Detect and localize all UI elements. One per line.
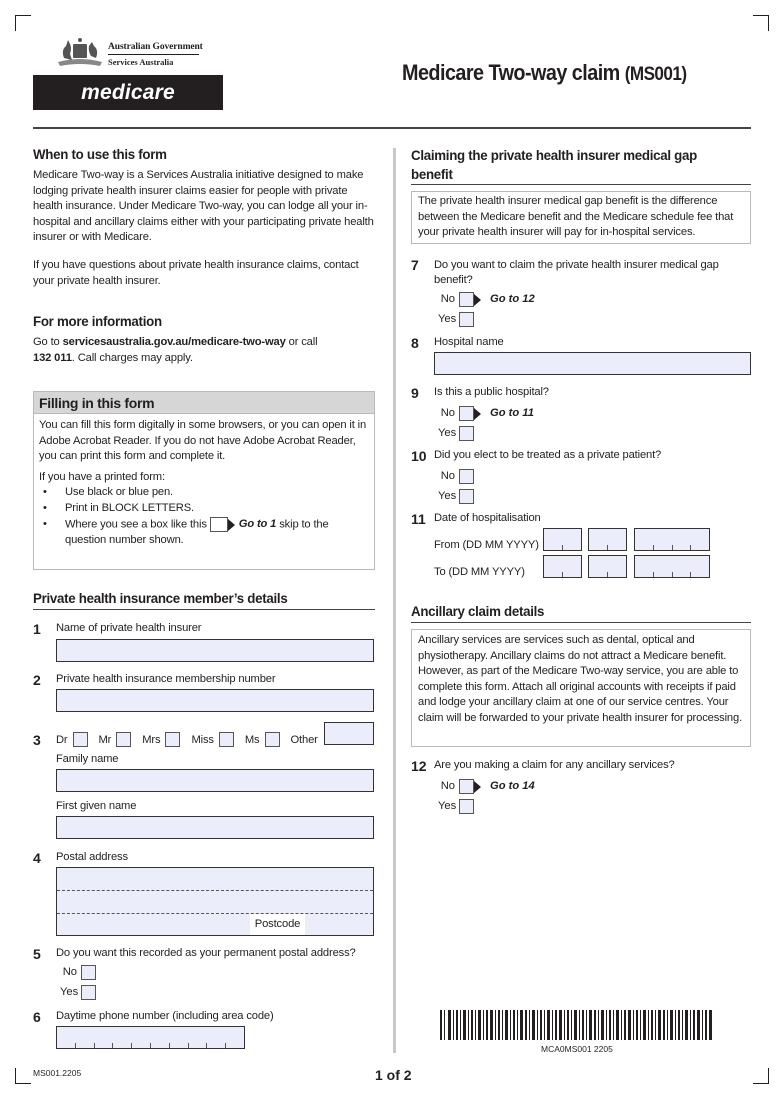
family-name-label: Family name: [56, 753, 119, 765]
first-name-label: First given name: [56, 800, 137, 812]
title-ms-checkbox[interactable]: [265, 732, 280, 747]
membership-number-label: Private health insurance membership number: [56, 673, 276, 685]
hospital-name-input[interactable]: [434, 352, 751, 375]
question-number: 8: [411, 335, 419, 351]
agency-name: Services Australia: [108, 57, 174, 67]
phone-label: Daytime phone number (including area code): [56, 1010, 274, 1022]
goto-instruction: Go to 11: [490, 407, 534, 419]
no-label: No: [440, 407, 455, 419]
question-number: 6: [33, 1009, 41, 1025]
no-label: No: [440, 470, 455, 482]
yes-label: Yes: [60, 986, 79, 998]
public-hospital-no-checkbox[interactable]: [459, 406, 474, 421]
to-year-input[interactable]: [634, 555, 710, 578]
to-date-label: To (DD MM YYYY): [434, 566, 525, 578]
permanent-address-no-checkbox[interactable]: [81, 965, 96, 980]
gap-benefit-question-label: Do you want to claim the private health insurer medical gap benefit?: [434, 259, 719, 286]
crop-mark-bottom-left: [15, 1068, 31, 1084]
no-label: No: [440, 293, 455, 305]
private-patient-no-checkbox[interactable]: [459, 469, 474, 484]
form-code: (MS001): [624, 64, 687, 85]
question-number: 1: [33, 621, 41, 637]
more-info-mid: or call: [285, 336, 318, 348]
digit-ticks: [57, 1043, 244, 1048]
medicare-logo-text: medicare: [81, 80, 175, 104]
filling-in-bullets: [39, 485, 369, 548]
title-ms-label: Ms: [244, 733, 260, 746]
page-number: 1 of 2: [375, 1067, 412, 1083]
member-details-rule: [33, 609, 375, 610]
yes-label: Yes: [438, 313, 457, 325]
from-year-input[interactable]: [634, 528, 710, 551]
phone-number: 132 011: [33, 351, 72, 364]
title-mrs-checkbox[interactable]: [165, 732, 180, 747]
postal-address-input[interactable]: [56, 867, 374, 936]
question-number: 5: [33, 946, 41, 962]
government-name: Australian Government: [108, 42, 203, 52]
crop-mark-top-right: [753, 15, 769, 31]
title-mr-checkbox[interactable]: [116, 732, 131, 747]
filling-in-paragraph-2: If you have a printed form:: [39, 470, 165, 483]
question-number: 12: [411, 758, 427, 774]
question-number: 9: [411, 385, 419, 401]
gap-benefit-yes-checkbox[interactable]: [459, 312, 474, 327]
title-dr-checkbox[interactable]: [73, 732, 88, 747]
ancillary-yes-checkbox[interactable]: [459, 799, 474, 814]
bullet-item: • Print in BLOCK LETTERS.: [39, 501, 369, 517]
bullet-3-prefix: Where you see a box like this: [65, 518, 207, 531]
ancillary-rule: [411, 622, 751, 623]
private-patient-no-option: [440, 466, 474, 486]
filling-in-heading: Filling in this form: [34, 392, 374, 414]
to-day-input[interactable]: [543, 555, 582, 578]
medicare-logo: [33, 75, 223, 110]
private-patient-yes-option: [438, 486, 474, 506]
yes-label: Yes: [438, 490, 457, 502]
more-info-link[interactable]: servicesaustralia.gov.au/medicare-two-way: [62, 336, 286, 348]
gap-benefit-info-box: The private health insurer medical gap benefit is the difference between the Medicare benefit and the Medicare schedule fee that your private health insurer will pay for in-hospital services.: [411, 191, 751, 244]
gap-benefit-rule: [411, 184, 751, 185]
permanent-address-yes-option: [60, 982, 96, 1002]
when-to-use-paragraph-1: Medicare Two-way is a Services Australia initiative designed to make lodging private health insurer claims easier for people with private health insurance. Under Medicare Two-way, you can lodge all your in-hospital and ancillary claims either with your participating private health insurer or with Medicare.: [33, 169, 374, 244]
page-title-text: Medicare Two-way claim: [402, 60, 620, 85]
when-to-use-paragraph-2: If you have questions about private health insurance claims, contact your private health insurer.: [33, 259, 359, 287]
title-other-input[interactable]: [324, 722, 374, 745]
question-number: 4: [33, 850, 41, 866]
government-rule: [108, 54, 199, 55]
goto-instruction: Go to 12: [490, 293, 535, 305]
ancillary-heading: Ancillary claim details: [411, 603, 545, 619]
yes-label: Yes: [438, 800, 457, 812]
question-number: 3: [33, 732, 41, 748]
phone-input[interactable]: [56, 1026, 245, 1049]
title-options: [56, 732, 318, 747]
insurer-name-input[interactable]: [56, 639, 374, 662]
yes-label: Yes: [438, 427, 457, 439]
header-divider: [33, 127, 751, 129]
public-hospital-yes-option: [438, 423, 474, 443]
gap-benefit-no-checkbox[interactable]: [459, 292, 474, 307]
membership-number-input[interactable]: [56, 689, 374, 712]
from-date-label: From (DD MM YYYY): [434, 539, 539, 551]
first-name-input[interactable]: [56, 816, 374, 839]
question-number: 11: [411, 511, 426, 527]
ancillary-no-checkbox[interactable]: [459, 779, 474, 794]
permanent-address-label: Do you want this recorded as your permanent postal address?: [56, 947, 356, 959]
from-day-input[interactable]: [543, 528, 582, 551]
goto-example-text: Go to 1: [238, 518, 277, 531]
public-hospital-label: Is this a public hospital?: [434, 386, 549, 398]
more-info-prefix: Go to: [33, 336, 63, 348]
filling-in-paragraph-1: You can fill this form digitally in some browsers, or you can open it in Adobe Acrobat Reader. If you do not have Adobe Acrobat Reader, you can print this form and complete it.: [39, 419, 367, 463]
bullet-item: [39, 517, 369, 549]
from-month-input[interactable]: [588, 528, 627, 551]
barcode-icon: [440, 1010, 712, 1040]
question-number: 10: [411, 448, 427, 464]
barcode-text: MCA0MS001 2205: [541, 1044, 613, 1054]
more-info-heading: For more information: [33, 313, 162, 329]
goto-example-box-icon: [210, 517, 228, 532]
public-hospital-yes-checkbox[interactable]: [459, 426, 474, 441]
no-label: No: [440, 780, 455, 792]
coat-of-arms-icon: [56, 34, 104, 70]
bullet-item: • Use black or blue pen.: [39, 485, 369, 501]
title-miss-checkbox[interactable]: [219, 732, 234, 747]
permanent-address-no-option: [62, 962, 96, 982]
no-label: No: [62, 966, 77, 978]
title-dr-label: Dr: [56, 733, 68, 746]
more-info-suffix: . Call charges may apply.: [71, 351, 193, 364]
ancillary-no-option: [440, 776, 535, 796]
page-title: [402, 60, 686, 86]
gap-benefit-heading: Claiming the private health insurer medical gap benefit: [411, 147, 697, 182]
question-number: 2: [33, 672, 41, 688]
public-hospital-no-option: [440, 403, 534, 423]
address-line-divider: [57, 913, 373, 914]
filling-in-box: [33, 391, 375, 570]
postcode-label: Postcode: [250, 914, 305, 935]
title-other-label: Other: [290, 733, 318, 746]
goto-instruction: Go to 14: [490, 780, 535, 792]
family-name-input[interactable]: [56, 769, 374, 792]
hospitalisation-date-label: Date of hospitalisation: [434, 512, 541, 524]
title-mr-label: Mr: [98, 733, 112, 746]
gap-benefit-no-option: [440, 289, 535, 309]
address-line-divider: [57, 890, 373, 891]
private-patient-yes-checkbox[interactable]: [459, 489, 474, 504]
more-info-text: [33, 335, 378, 366]
gap-benefit-yes-option: [438, 309, 474, 329]
permanent-address-yes-checkbox[interactable]: [81, 985, 96, 1000]
bullet-3-suffix: skip to the question number shown.: [65, 518, 329, 546]
to-month-input[interactable]: [588, 555, 627, 578]
member-details-heading: Private health insurance member’s details: [33, 590, 288, 606]
filling-in-body: [34, 414, 374, 551]
ancillary-yes-option: [438, 796, 474, 816]
private-patient-label: Did you elect to be treated as a private patient?: [434, 449, 662, 461]
title-miss-label: Miss: [191, 733, 214, 746]
postal-address-label: Postal address: [56, 851, 128, 863]
ancillary-info-box: Ancillary services are services such as dental, optical and physiotherapy. Ancillary claims do not attract a Medicare benefit. However, as part of the Medicare Two-way service, you are able to complete this form. Attach all original accounts with receipts if paid and lodge your ancillary claim at one of our service centres. Your claim will be forwarded to your private health insurer for processing.: [411, 629, 751, 747]
crop-mark-top-left: [15, 15, 31, 31]
ancillary-question-label: Are you making a claim for any ancillary services?: [434, 759, 675, 771]
when-to-use-heading: When to use this form: [33, 146, 167, 162]
column-divider: [393, 148, 396, 1053]
crop-mark-bottom-right: [753, 1068, 769, 1084]
hospital-name-label: Hospital name: [434, 336, 504, 348]
title-mrs-label: Mrs: [142, 733, 161, 746]
insurer-name-label: Name of private health insurer: [56, 622, 202, 634]
form-version: MS001.2205: [33, 1068, 82, 1078]
question-number: 7: [411, 257, 419, 273]
